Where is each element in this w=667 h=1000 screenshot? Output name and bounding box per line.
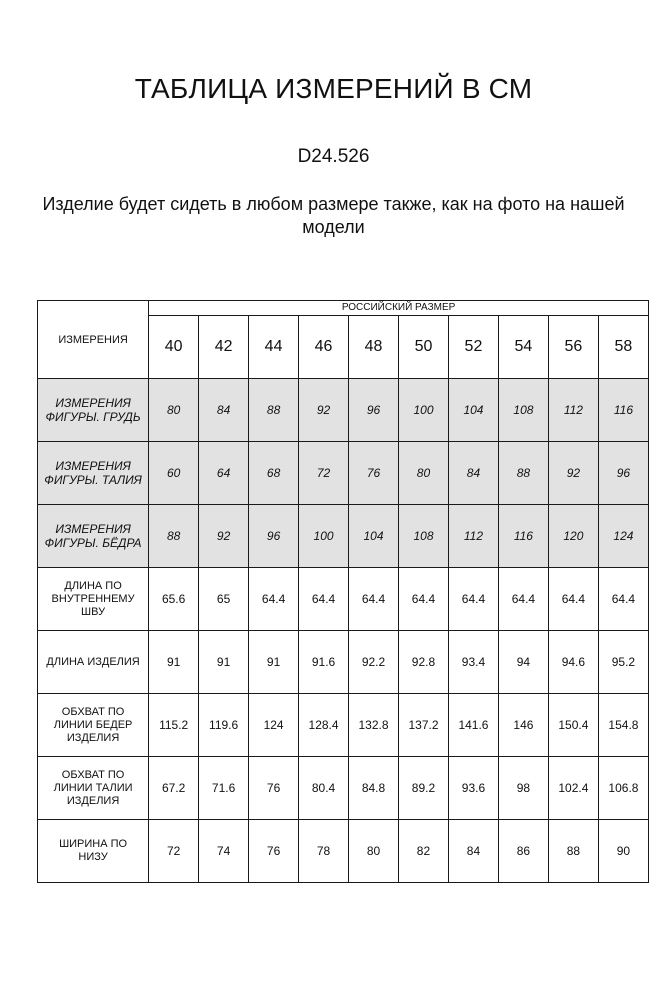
measurements-header: ИЗМЕРЕНИЯ — [38, 301, 149, 379]
size-value-cell: 94 — [498, 631, 548, 694]
size-value-cell: 84 — [448, 820, 498, 883]
size-value-cell: 94.6 — [548, 631, 598, 694]
size-value-cell: 86 — [498, 820, 548, 883]
row-label — [38, 505, 149, 568]
size-value-cell: 84 — [448, 442, 498, 505]
size-value-cell: 95.2 — [598, 631, 648, 694]
figure-measure-row — [38, 442, 649, 505]
size-value-cell: 124 — [249, 694, 299, 757]
size-column-header: 42 — [199, 316, 249, 379]
product-measure-row — [38, 568, 649, 631]
size-value-cell: 120 — [548, 505, 598, 568]
size-value-cell: 65 — [199, 568, 249, 631]
size-value-cell: 104 — [349, 505, 399, 568]
size-value-cell: 64.4 — [399, 568, 449, 631]
row-label — [38, 442, 149, 505]
row-label-line: НИЗУ — [78, 851, 108, 863]
size-value-cell: 91 — [249, 631, 299, 694]
product-measure-row — [38, 757, 649, 820]
size-column-header: 50 — [399, 316, 449, 379]
size-value-cell: 108 — [399, 505, 449, 568]
size-table — [37, 300, 649, 883]
size-value-cell: 146 — [498, 694, 548, 757]
size-column-header: 46 — [299, 316, 349, 379]
size-value-cell: 76 — [349, 442, 399, 505]
figure-measure-row — [38, 379, 649, 442]
size-value-cell: 68 — [249, 442, 299, 505]
size-value-cell: 102.4 — [548, 757, 598, 820]
size-value-cell: 76 — [249, 757, 299, 820]
size-value-cell: 100 — [399, 379, 449, 442]
row-label-line: ШВУ — [81, 605, 106, 618]
row-label-line: ДЛИНА ПО — [64, 579, 122, 592]
size-value-cell: 78 — [299, 820, 349, 883]
size-column-header: 54 — [498, 316, 548, 379]
size-value-cell: 91.6 — [299, 631, 349, 694]
size-value-cell: 112 — [448, 505, 498, 568]
size-value-cell: 141.6 — [448, 694, 498, 757]
product-measure-row — [38, 820, 649, 883]
size-value-cell: 124 — [598, 505, 648, 568]
size-value-cell: 64.4 — [349, 568, 399, 631]
size-value-cell: 92 — [199, 505, 249, 568]
size-value-cell: 150.4 — [548, 694, 598, 757]
size-value-cell: 71.6 — [199, 757, 249, 820]
size-value-cell: 88 — [249, 379, 299, 442]
size-value-cell: 96 — [249, 505, 299, 568]
row-label-line: ДЛИНА ИЗДЕЛИЯ — [46, 655, 140, 668]
size-value-cell: 74 — [199, 820, 249, 883]
figure-measure-row — [38, 505, 649, 568]
row-label-line: ЛИНИИ БЕДЕР — [53, 718, 133, 731]
size-value-cell: 80.4 — [299, 757, 349, 820]
size-value-cell: 80 — [349, 820, 399, 883]
row-label — [38, 568, 149, 631]
size-value-cell: 132.8 — [349, 694, 399, 757]
size-value-cell: 92.8 — [399, 631, 449, 694]
size-value-cell: 84 — [199, 379, 249, 442]
size-column-header: 56 — [548, 316, 598, 379]
row-label-line: ШИРИНА ПО — [59, 838, 128, 850]
row-label — [38, 757, 149, 820]
table-header-row — [38, 301, 649, 316]
page-title: ТАБЛИЦА ИЗМЕРЕНИЙ В СМ — [134, 73, 533, 104]
row-label-line: ИЗМЕРЕНИЯ — [55, 396, 131, 410]
size-value-cell: 64.4 — [448, 568, 498, 631]
product-measure-row — [38, 694, 649, 757]
size-group-header: РОССИЙСКИЙ РАЗМЕР — [149, 301, 649, 316]
size-value-cell: 76 — [249, 820, 299, 883]
size-value-cell: 64.4 — [598, 568, 648, 631]
size-value-cell: 84.8 — [349, 757, 399, 820]
size-value-cell: 64.4 — [548, 568, 598, 631]
size-value-cell: 92.2 — [349, 631, 399, 694]
size-value-cell: 96 — [349, 379, 399, 442]
size-value-cell: 64.4 — [299, 568, 349, 631]
size-value-cell: 93.6 — [448, 757, 498, 820]
row-label-line: ЛИНИИ ТАЛИИ — [53, 781, 133, 794]
size-value-cell: 116 — [598, 379, 648, 442]
size-value-cell: 91 — [149, 631, 199, 694]
size-value-cell: 64.4 — [249, 568, 299, 631]
size-value-cell: 88 — [149, 505, 199, 568]
row-label — [38, 379, 149, 442]
size-value-cell: 100 — [299, 505, 349, 568]
size-value-cell: 72 — [149, 820, 199, 883]
row-label — [38, 820, 149, 883]
size-value-cell: 88 — [548, 820, 598, 883]
size-column-header: 44 — [249, 316, 299, 379]
size-value-cell: 89.2 — [399, 757, 449, 820]
row-label-line: ИЗДЕЛИЯ — [66, 731, 120, 744]
size-value-cell: 106.8 — [598, 757, 648, 820]
fit-note: Изделие будет сидеть в любом размере также, как на фото на нашей модели — [42, 194, 625, 237]
size-value-cell: 116 — [498, 505, 548, 568]
row-label-line: ФИГУРЫ. ТАЛИЯ — [44, 473, 142, 487]
size-value-cell: 72 — [299, 442, 349, 505]
size-column-header: 48 — [349, 316, 399, 379]
size-value-cell: 90 — [598, 820, 648, 883]
size-value-cell: 119.6 — [199, 694, 249, 757]
row-label-line: ИЗМЕРЕНИЯ — [55, 522, 131, 536]
size-value-cell: 112 — [548, 379, 598, 442]
size-value-cell: 115.2 — [149, 694, 199, 757]
row-label-line: ФИГУРЫ. БЁДРА — [44, 536, 142, 550]
size-value-cell: 80 — [149, 379, 199, 442]
size-value-cell: 80 — [399, 442, 449, 505]
size-column-header: 52 — [448, 316, 498, 379]
row-label-line: ИЗМЕРЕНИЯ — [55, 459, 131, 473]
size-value-cell: 93.4 — [448, 631, 498, 694]
size-value-cell: 137.2 — [399, 694, 449, 757]
row-label-line: ОБХВАТ ПО — [61, 768, 125, 781]
row-label-line: ВНУТРЕННЕМУ — [51, 592, 135, 605]
size-value-cell: 64 — [199, 442, 249, 505]
size-value-cell: 82 — [399, 820, 449, 883]
size-value-cell: 64.4 — [498, 568, 548, 631]
article-code: D24.526 — [297, 146, 370, 167]
size-value-cell: 104 — [448, 379, 498, 442]
row-label-line: ИЗДЕЛИЯ — [66, 794, 120, 807]
size-value-cell: 96 — [598, 442, 648, 505]
row-label-line: ОБХВАТ ПО — [61, 705, 125, 718]
size-value-cell: 60 — [149, 442, 199, 505]
size-value-cell: 108 — [498, 379, 548, 442]
size-column-header: 58 — [598, 316, 648, 379]
size-value-cell: 88 — [498, 442, 548, 505]
product-measure-row — [38, 631, 649, 694]
size-value-cell: 154.8 — [598, 694, 648, 757]
size-value-cell: 67.2 — [149, 757, 199, 820]
row-label — [38, 694, 149, 757]
size-value-cell: 91 — [199, 631, 249, 694]
row-label-line: ФИГУРЫ. ГРУДЬ — [45, 410, 141, 424]
size-value-cell: 92 — [548, 442, 598, 505]
size-value-cell: 65.6 — [149, 568, 199, 631]
size-value-cell: 128.4 — [299, 694, 349, 757]
row-label — [38, 631, 149, 694]
size-value-cell: 92 — [299, 379, 349, 442]
size-column-header: 40 — [149, 316, 199, 379]
size-value-cell: 98 — [498, 757, 548, 820]
size-table-body — [38, 379, 649, 883]
